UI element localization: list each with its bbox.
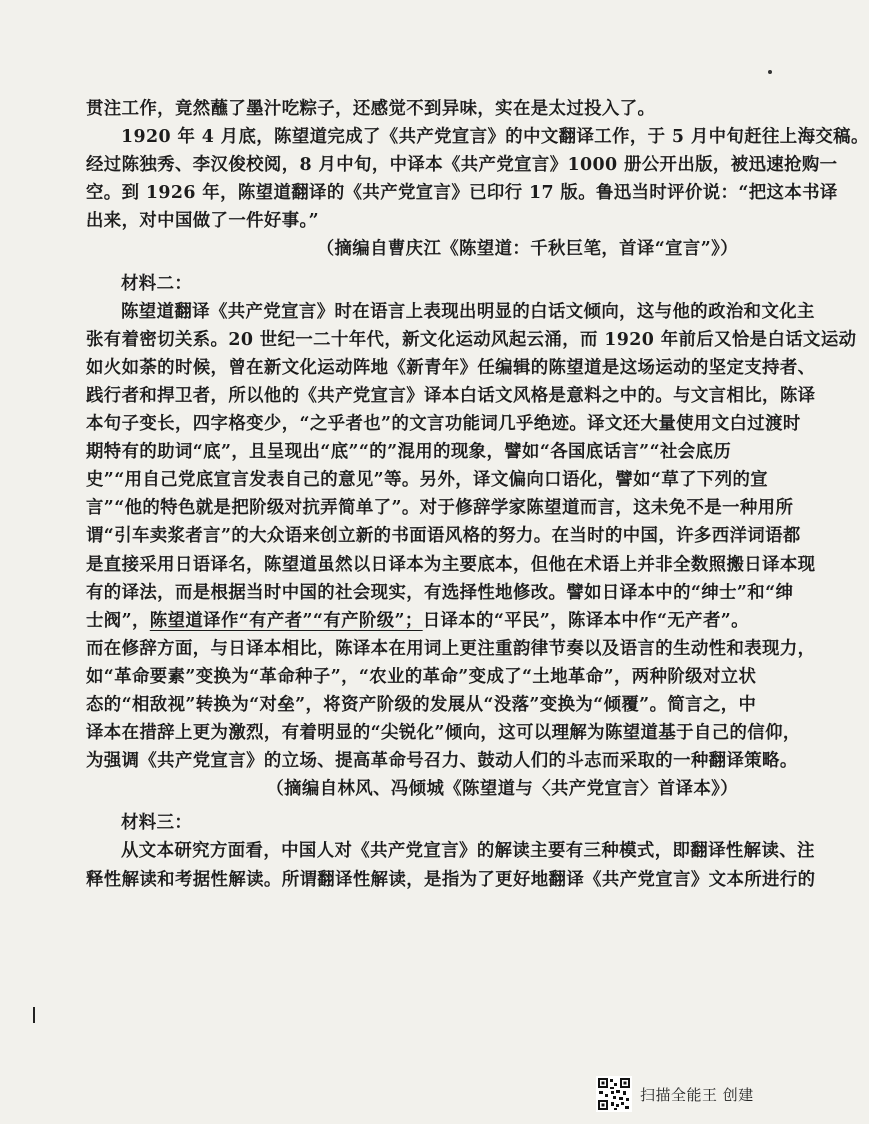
text-line: 践行者和捍卫者，所以他的《共产党宣言》译本白话文风格是意料之中的。与文言相比，陈译 [86, 385, 816, 406]
source-citation-1: （摘编自曹庆江《陈望道：千秋巨笔，首译“宣言”》） [316, 239, 738, 260]
speck-mark [768, 70, 772, 74]
source-citation-2: （摘编自林风、冯倾城《陈望道与〈共产党宣言〉首译本》） [266, 779, 738, 800]
scanner-watermark [596, 1076, 754, 1112]
text-line: 1920 年 4 月底，陈望道完成了《共产党宣言》的中文翻译工作，于 5 月中旬赶往上海交稿。 [121, 127, 869, 148]
text-line: 为强调《共产党宣言》的立场、提高革命号召力、鼓动人们的斗志而采取的一种翻译策略。 [86, 751, 798, 772]
text-line: 出来，对中国做了一件好事。” [86, 211, 319, 232]
section-heading-material-3: 材料三： [121, 813, 193, 834]
document-body [86, 95, 869, 894]
text-line: 有的译法，而是根据当时中国的社会现实，有选择性地修改。譬如日译本中的“绅士”和“绅 [86, 582, 794, 603]
text-line: 期特有的助词“底”，且呈现出“底”“的”混用的现象，譬如“各国底话言”“社会底历 [86, 442, 732, 463]
text-line: 释性解读和考据性解读。所谓翻译性解读，是指为了更好地翻译《共产党宣言》文本所进行的 [86, 869, 816, 890]
text-line: 本句子变长，四字格变少，“之乎者也”的文言功能词几乎绝迹。译文还大量使用文白过渡时 [86, 414, 801, 435]
text-line: 如“革命要素”变换为“革命种子”，“农业的革命”变成了“土地革命”，两种阶级对立状 [86, 666, 757, 687]
text-line: 陈望道翻译《共产党宣言》时在语言上表现出明显的白话文倾向，这与他的政治和文化主 [121, 301, 815, 322]
text-line: 态的“相敌视”转换为“对垒”，将资产阶级的发展从“没落”变换为“倾覆”。简言之，中 [86, 694, 757, 715]
text-line: 而在修辞方面，与日译本相比，陈译本在用词上更注重韵律节奏以及语言的生动性和表现力， [86, 638, 816, 659]
watermark-text: 扫描全能王 创建 [640, 1085, 754, 1104]
text-line: 从文本研究方面看，中国人对《共产党宣言》的解读主要有三种模式，即翻译性解读、注 [121, 841, 815, 862]
text-line: 空。到 1926 年，陈望道翻译的《共产党宣言》已印行 17 版。鲁迅当时评价说：“把这本书译 [86, 183, 838, 204]
text-line: 如火如荼的时候，曾在新文化运动阵地《新青年》任编辑的陈望道是这场运动的坚定支持者、 [86, 357, 816, 378]
text-line: 史”“用自己党底宣言发表自己的意见”等。另外，译文偏向口语化，譬如“草了下列的宣 [86, 470, 769, 491]
text-line: 谓“引车卖浆者言”的大众语来创立新的书面语风格的努力。在当时的中国，许多西洋词语都 [86, 526, 801, 547]
text-segment: 日译本的“平民”，陈译本中作“无产者”。 [422, 610, 749, 631]
underlined-phrase: 陈望道译作“有产者”“有产阶级”； [149, 610, 423, 631]
text-line: 经过陈独秀、李汉俊校阅，8 月中旬，中译本《共产党宣言》1000 册公开出版，被迅速抢购一 [86, 155, 838, 176]
margin-mark [33, 1007, 35, 1023]
text-segment: 士阀”， [86, 610, 150, 631]
text-line: 译本在措辞上更为激烈，有着明显的“尖锐化”倾向，这可以理解为陈望道基于自己的信仰， [86, 723, 801, 744]
qr-code-icon [596, 1076, 632, 1112]
text-line: 是直接采用日语译名，陈望道虽然以日译本为主要底本，但他在术语上并非全数照搬日译本现 [86, 554, 816, 575]
text-line: 张有着密切关系。20 世纪一二十年代，新文化运动风起云涌，而 1920 年前后又恰是白话文运动 [86, 329, 857, 350]
text-line: 言”“他的特色就是把阶级对抗弄简单了”。对于修辞学家陈望道而言，这未免不是一种用所 [86, 498, 794, 519]
text-line [86, 607, 749, 635]
text-line: 贯注工作，竟然蘸了墨汁吃粽子，还感觉不到异味，实在是太过投入了。 [86, 99, 656, 119]
section-heading-material-2: 材料二： [121, 273, 193, 294]
